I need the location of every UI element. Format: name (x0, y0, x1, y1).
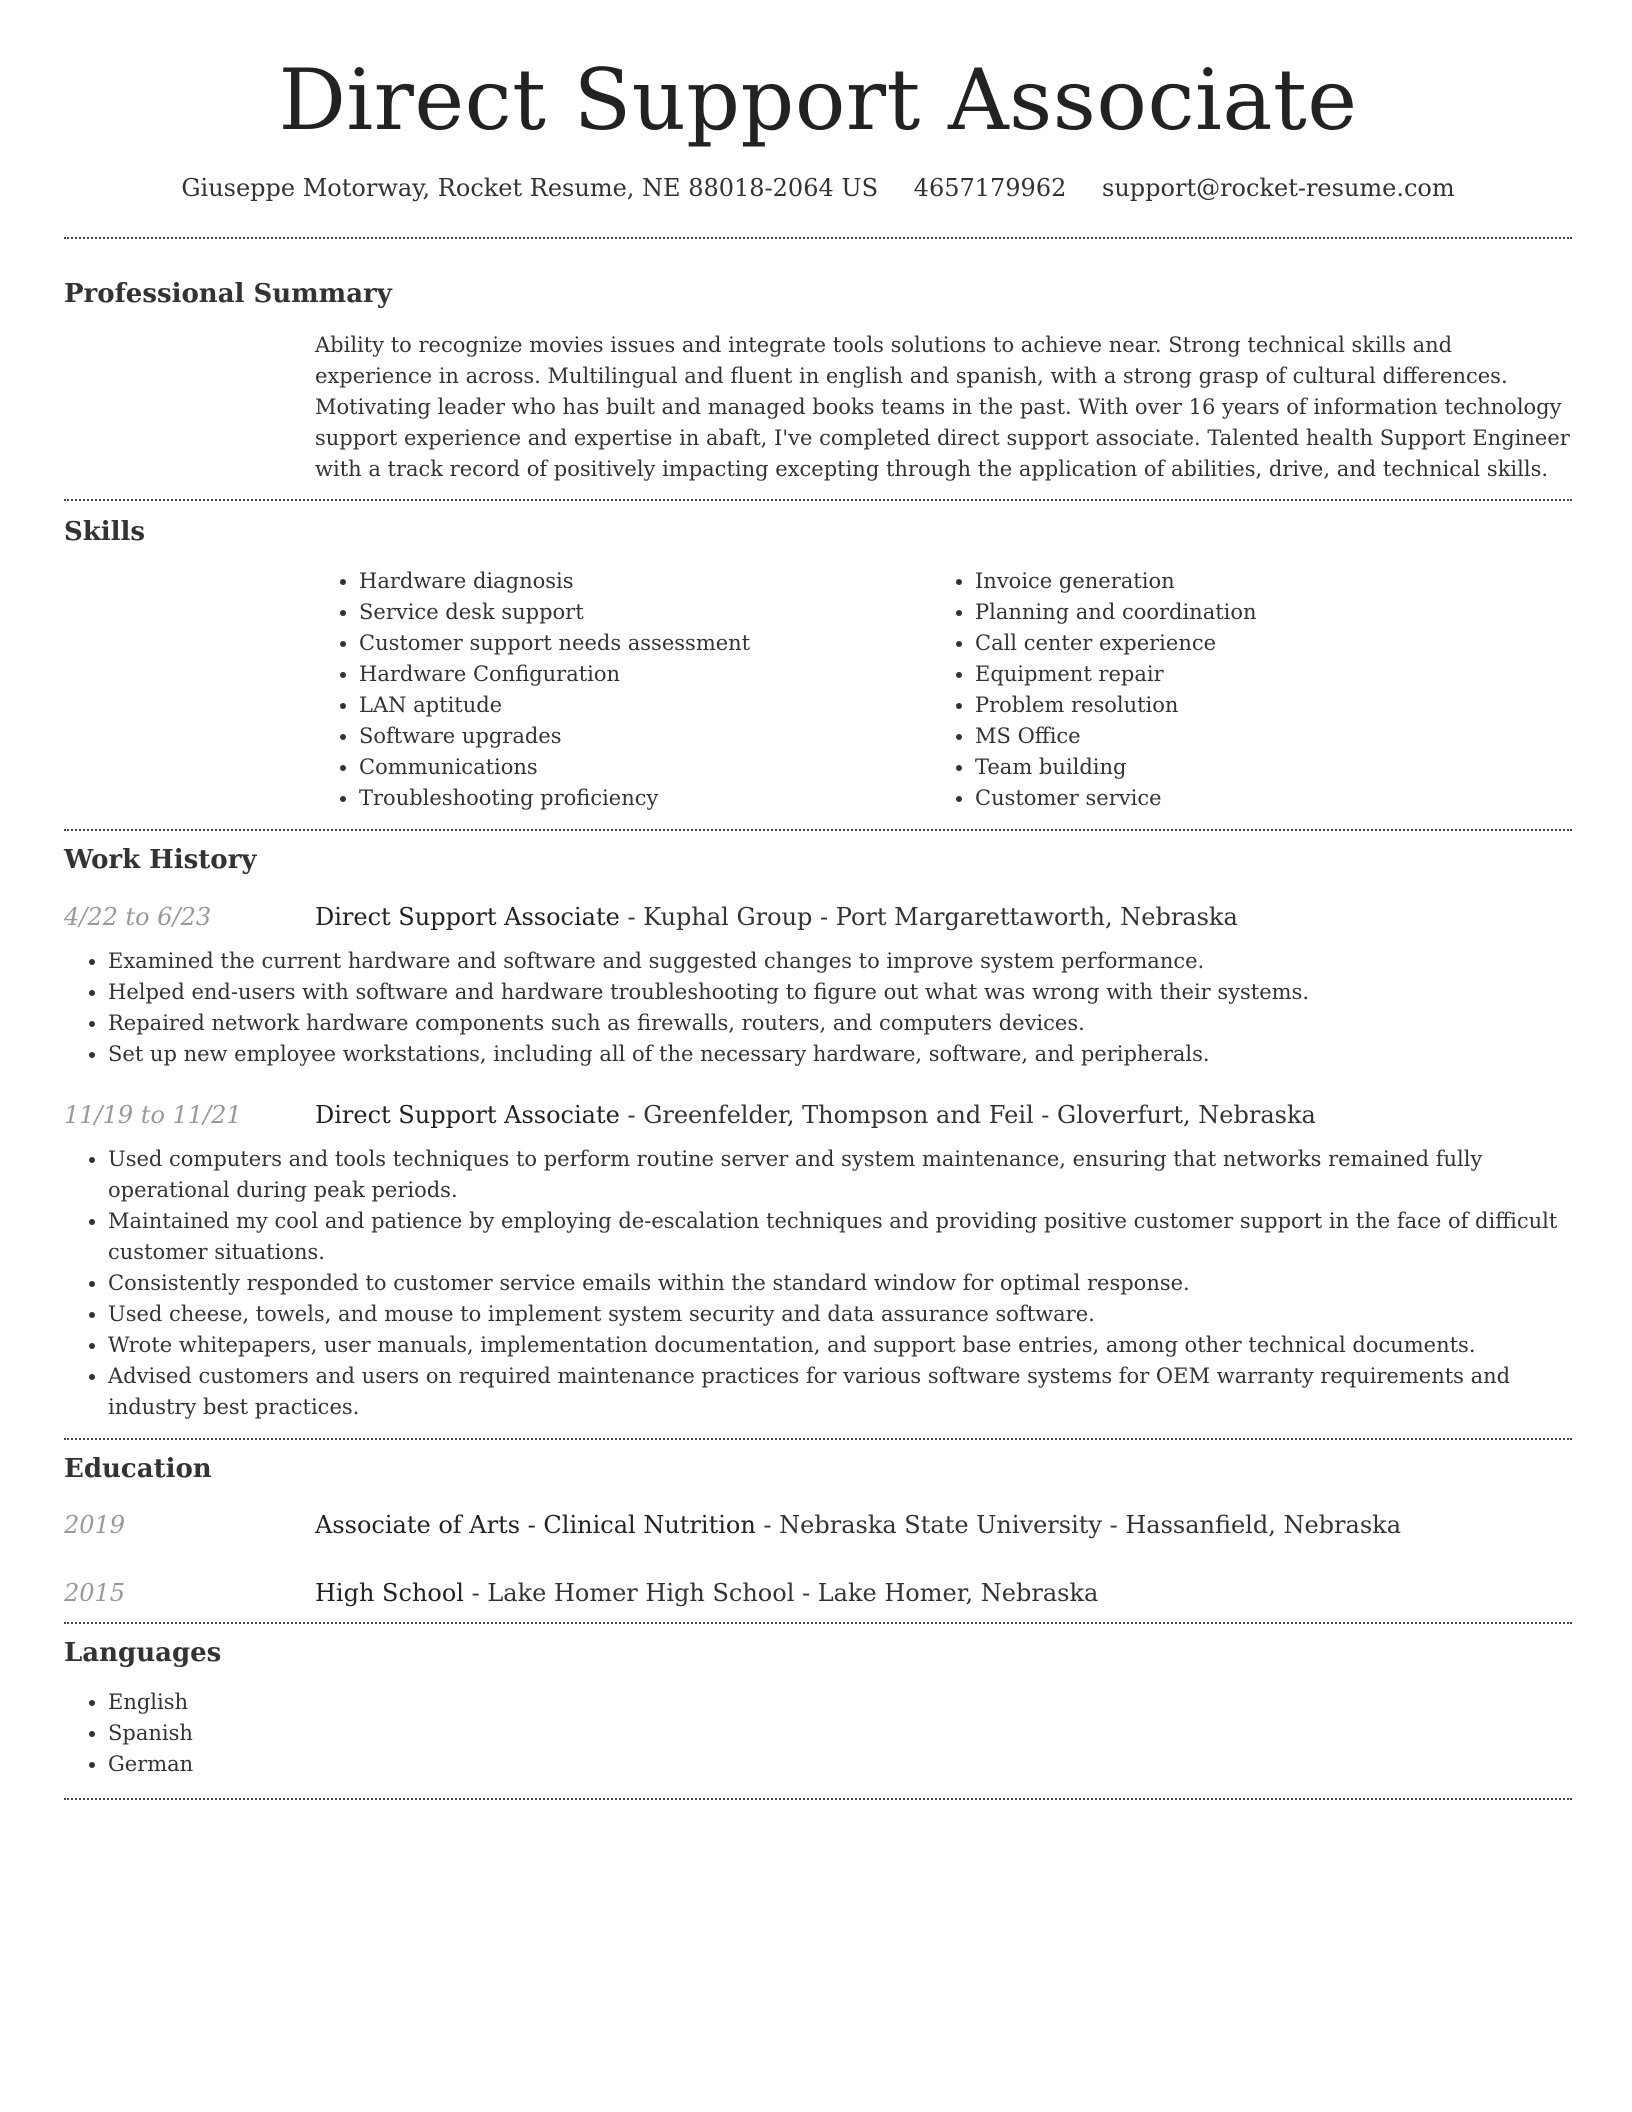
education-year: 2019 (64, 1511, 126, 1539)
education-degree: Associate of Arts - Clinical Nutrition (315, 1511, 756, 1539)
job-bullet: • Used computers and tools techniques to perform routine server and system maintenance, ensuring that networks remained fully operational during peak periods. (108, 1144, 1572, 1206)
education-school: - Lake Homer High School - Lake Homer, Nebraska (463, 1579, 1099, 1607)
languages-section (64, 1624, 1572, 1780)
skills-section (64, 501, 1572, 814)
contact-line (64, 172, 1572, 204)
skills-column-left (315, 566, 931, 814)
job-header (64, 900, 1572, 934)
skill-item: • Communications (359, 752, 931, 783)
education-title (315, 1576, 1098, 1610)
job-bullet: • Repaired network hardware components such as firewalls, routers, and computers devices. (108, 1008, 1572, 1039)
summary-text: Ability to recognize movies issues and integrate tools solutions to achieve near. Strong technical skills and experience in across. Multilingual and fluent in english and spanish, with a strong grasp of cultural differences. Motivating leader who has built and managed books teams in the past. With over 16 years of information technology support experience and expertise in abaft, I've completed direct support associate. Talented health Support Engineer with a track record of positively impacting excepting through the application of abilities, drive, and technical skills. (315, 333, 1570, 481)
job-title (315, 1098, 1316, 1132)
job-position: Direct Support Associate (315, 903, 620, 931)
education-school: - Nebraska State University - Hassanfield, Nebraska (755, 1511, 1401, 1539)
skill-item: • Hardware Configuration (359, 659, 931, 690)
job-entry (64, 1098, 1572, 1423)
section-title-summary: Professional Summary (64, 279, 392, 309)
job-dates: 11/19 to 11/21 (64, 1101, 242, 1129)
skill-item: • Call center experience (975, 628, 1547, 659)
job-dates: 4/22 to 6/23 (64, 903, 212, 931)
skill-item: • Equipment repair (975, 659, 1547, 690)
skill-item: • Customer service (975, 783, 1547, 814)
skill-item: • Planning and coordination (975, 597, 1547, 628)
education-entry (64, 1508, 1572, 1542)
skills-column-right (931, 566, 1547, 814)
resume-page (64, 0, 1572, 1800)
contact-phone: 4657179962 (913, 174, 1067, 202)
job-bullets (64, 1144, 1572, 1423)
job-header (64, 1098, 1572, 1132)
language-item: • English (108, 1687, 1572, 1718)
job-bullet: • Helped end-users with software and hardware troubleshooting to figure out what was wrong with their systems. (108, 977, 1572, 1008)
contact-email: support@rocket-resume.com (1102, 174, 1455, 202)
section-title-work: Work History (64, 845, 257, 875)
contact-address: Giuseppe Motorway, Rocket Resume, NE 88018-2064 US (181, 174, 879, 202)
language-item: • German (108, 1749, 1572, 1780)
skill-item: • LAN aptitude (359, 690, 931, 721)
job-bullet: • Examined the current hardware and software and suggested changes to improve system performance. (108, 946, 1572, 977)
language-item: • Spanish (108, 1718, 1572, 1749)
skill-item: • Hardware diagnosis (359, 566, 931, 597)
education-title (315, 1508, 1401, 1542)
job-bullet: • Consistently responded to customer service emails within the standard window for optimal response. (108, 1268, 1572, 1299)
section-title-education: Education (64, 1454, 212, 1484)
job-bullet: • Wrote whitepapers, user manuals, implementation documentation, and support base entries, among other technical documents. (108, 1330, 1572, 1361)
skill-item: • Team building (975, 752, 1547, 783)
job-bullet: • Used cheese, towels, and mouse to implement system security and data assurance software. (108, 1299, 1572, 1330)
job-bullet: • Advised customers and users on required maintenance practices for various software systems for OEM warranty requirements and industry best practices. (108, 1361, 1572, 1423)
job-employer: - Kuphal Group - Port Margarettaworth, Nebraska (619, 903, 1238, 931)
skill-item: • MS Office (975, 721, 1547, 752)
languages-list (64, 1687, 1572, 1780)
section-title-languages: Languages (64, 1638, 222, 1668)
job-bullet: • Maintained my cool and patience by employing de-escalation techniques and providing positive customer support in the face of difficult customer situations. (108, 1206, 1572, 1268)
skill-item: • Customer support needs assessment (359, 628, 931, 659)
job-title (315, 900, 1238, 934)
job-position: Direct Support Associate (315, 1101, 620, 1129)
section-title-skills: Skills (64, 517, 146, 547)
skill-item: • Invoice generation (975, 566, 1547, 597)
education-year: 2015 (64, 1579, 126, 1607)
job-entry (64, 900, 1572, 1070)
job-bullets (64, 946, 1572, 1070)
job-bullet: • Set up new employee workstations, including all of the necessary hardware, software, and peripherals. (108, 1039, 1572, 1070)
job-employer: - Greenfelder, Thompson and Feil - Gloverfurt, Nebraska (619, 1101, 1316, 1129)
skill-item: • Troubleshooting proficiency (359, 783, 931, 814)
candidate-name: Direct Support Associate (278, 51, 1358, 149)
skill-item: • Problem resolution (975, 690, 1547, 721)
education-degree: High School (315, 1579, 464, 1607)
education-section (64, 1440, 1572, 1610)
work-section (64, 831, 1572, 1423)
skill-item: • Software upgrades (359, 721, 931, 752)
skill-item: • Service desk support (359, 597, 931, 628)
summary-section (64, 239, 1572, 485)
education-entry (64, 1576, 1572, 1610)
divider (64, 1798, 1572, 1800)
skills-grid (315, 566, 1572, 814)
